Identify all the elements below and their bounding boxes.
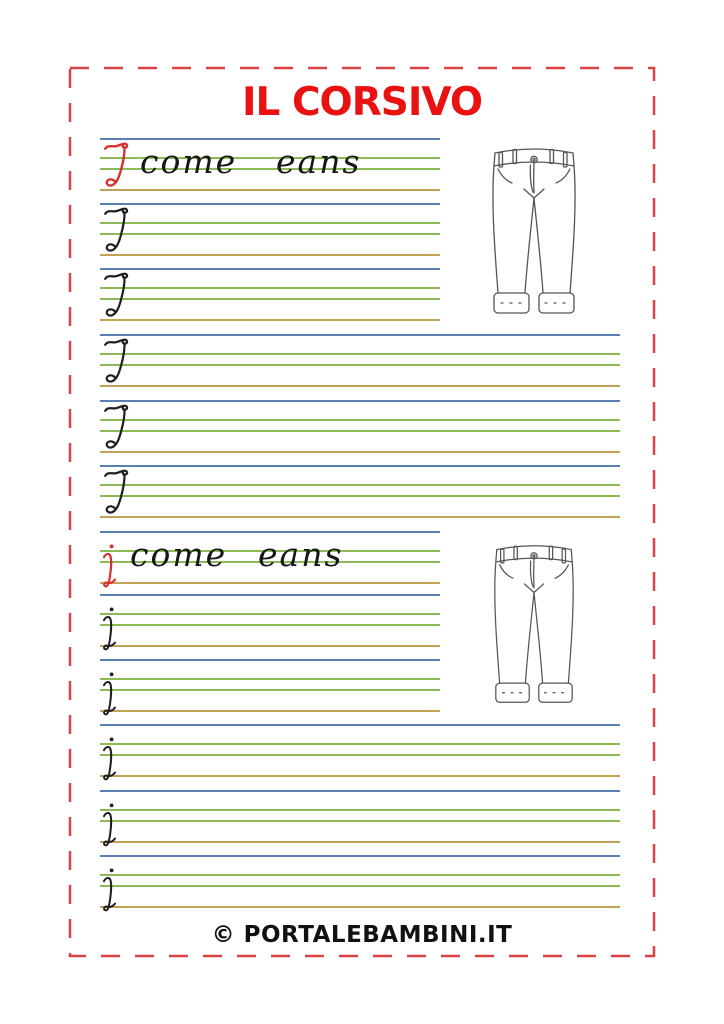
jeans-illustration (488, 142, 580, 320)
ruling-line-top (100, 531, 440, 533)
ruling-line-top (100, 138, 440, 140)
header-word-jeans-rest: eans (276, 142, 362, 181)
ruling-line-bottom (100, 775, 620, 777)
ruling-line-upper-mid (100, 353, 620, 355)
ruling-line-upper-mid (100, 809, 620, 811)
ruling-line-top (100, 268, 440, 270)
cursive-letter-J (102, 402, 130, 450)
ruling-line-top (100, 724, 620, 726)
cursive-letter-j (102, 737, 121, 787)
ruling-line-upper-mid (100, 287, 440, 289)
ruling-line-bottom (100, 841, 620, 843)
ruling-line-lower-mid (100, 754, 620, 756)
ruling-line-top (100, 334, 620, 336)
ruling-line-top (100, 400, 620, 402)
ruling-line-lower-mid (100, 298, 440, 300)
practice-row (100, 203, 440, 256)
ruling-line-top (100, 203, 440, 205)
practice-row (100, 790, 620, 843)
header-word-jeans-rest: eans (258, 535, 344, 574)
practice-row (100, 465, 620, 518)
practice-row (100, 855, 620, 908)
practice-row-header-lowercase (100, 531, 440, 584)
cursive-letter-j (102, 607, 121, 657)
ruling-line-bottom (100, 385, 620, 387)
footer-credit: © PORTALEBAMBINI.IT (211, 922, 513, 948)
cursive-letter-J (102, 467, 130, 515)
ruling-line-upper-mid (100, 874, 620, 876)
practice-row (100, 268, 440, 321)
ruling-line-upper-mid (100, 678, 440, 680)
ruling-line-top (100, 790, 620, 792)
ruling-line-bottom (100, 189, 440, 191)
ruling-line-top (100, 855, 620, 857)
ruling-line-top (100, 659, 440, 661)
header-word-come: come (140, 142, 238, 181)
ruling-line-lower-mid (100, 689, 440, 691)
ruling-line-lower-mid (100, 495, 620, 497)
ruling-line-upper-mid (100, 419, 620, 421)
ruling-line-bottom (100, 451, 620, 453)
ruling-line-top (100, 594, 440, 596)
ruling-line-upper-mid (100, 613, 440, 615)
ruling-line-bottom (100, 516, 620, 518)
cursive-letter-j (102, 868, 121, 918)
cursive-letter-J (102, 205, 130, 253)
ruling-line-bottom (100, 645, 440, 647)
ruling-line-top (100, 465, 620, 467)
cursive-letter-j-red (102, 544, 121, 594)
practice-row (100, 334, 620, 387)
ruling-line-upper-mid (100, 743, 620, 745)
ruling-line-lower-mid (100, 430, 620, 432)
ruling-line-lower-mid (100, 364, 620, 366)
ruling-line-lower-mid (100, 820, 620, 822)
ruling-line-bottom (100, 710, 440, 712)
cursive-letter-j (102, 672, 121, 722)
ruling-line-bottom (100, 906, 620, 908)
cursive-letter-J-red (102, 140, 130, 188)
cursive-letter-J (102, 270, 130, 318)
ruling-line-upper-mid (100, 484, 620, 486)
ruling-line-upper-mid (100, 222, 440, 224)
cursive-letter-J (102, 336, 130, 384)
practice-row (100, 724, 620, 777)
ruling-line-bottom (100, 582, 440, 584)
practice-row (100, 659, 440, 712)
header-word-come: come (130, 535, 228, 574)
page-title: IL CORSIVO (242, 80, 482, 125)
ruling-line-lower-mid (100, 624, 440, 626)
cursive-letter-j (102, 803, 121, 853)
ruling-line-lower-mid (100, 233, 440, 235)
ruling-line-lower-mid (100, 885, 620, 887)
ruling-line-bottom (100, 254, 440, 256)
practice-row-header-uppercase (100, 138, 440, 191)
ruling-line-bottom (100, 319, 440, 321)
practice-row (100, 400, 620, 453)
practice-row (100, 594, 440, 647)
jeans-illustration (488, 540, 580, 708)
